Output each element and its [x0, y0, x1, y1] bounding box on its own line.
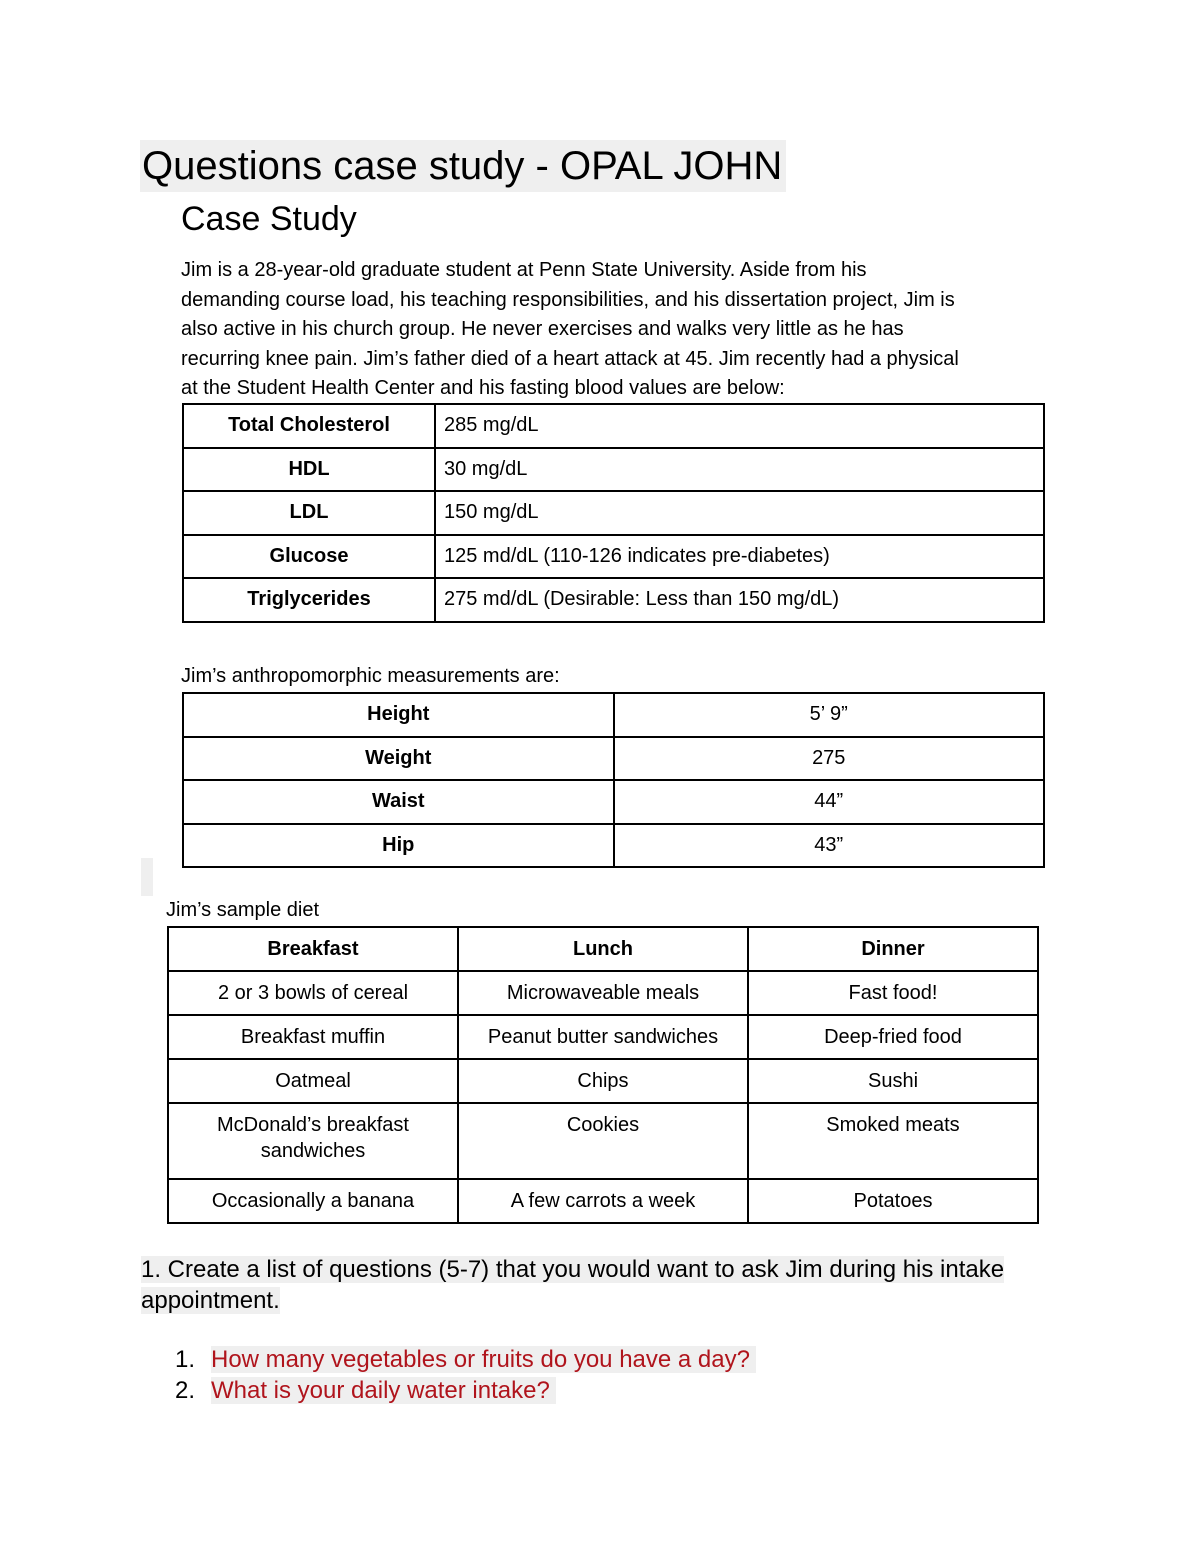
sample-diet-label: Jim’s sample diet: [166, 899, 320, 921]
table-row: [183, 824, 1044, 868]
table-row: [183, 404, 1044, 448]
document-title: Questions case study - OPAL JOHN: [140, 140, 786, 192]
margin-marker: [141, 858, 153, 896]
blood-label-cell: Glucose: [183, 535, 435, 579]
table-row: [168, 1059, 1038, 1103]
question-1: [141, 1254, 1101, 1316]
table-row: [183, 578, 1044, 622]
diet-cell: Breakfast muffin: [168, 1015, 458, 1059]
diet-cell: Fast food!: [748, 971, 1038, 1015]
answer-text: How many vegetables or fruits do you have a day?: [211, 1346, 756, 1373]
answer-list: [175, 1344, 756, 1406]
measurement-value-cell: 43”: [614, 824, 1045, 868]
table-row: [168, 1103, 1038, 1179]
table-row: [183, 448, 1044, 492]
answer-text: What is your daily water intake?: [211, 1377, 556, 1404]
table-row: [168, 1015, 1038, 1059]
blood-value-cell: 275 md/dL (Desirable: Less than 150 mg/dL): [435, 578, 1044, 622]
case-study-intro: [181, 256, 1061, 404]
anthropometrics-label: Jim’s anthropomorphic measurements are:: [181, 665, 560, 687]
intro-line: Jim is a 28-year-old graduate student at Penn State University. Aside from his: [181, 259, 867, 281]
measurement-value-cell: 44”: [614, 780, 1045, 824]
list-item: [175, 1375, 756, 1406]
blood-value-cell: 285 mg/dL: [435, 404, 1044, 448]
intro-line: recurring knee pain. Jim’s father died of a heart attack at 45. Jim recently had a physical: [181, 347, 959, 370]
diet-cell: Smoked meats: [748, 1103, 1038, 1179]
diet-cell: A few carrots a week: [458, 1179, 748, 1223]
blood-value-cell: 125 md/dL (110-126 indicates pre-diabetes): [435, 535, 1044, 579]
table-row: [183, 737, 1044, 781]
answer-number: 1.: [175, 1346, 196, 1373]
sample-diet-table: [167, 926, 1039, 1224]
diet-cell: Sushi: [748, 1059, 1038, 1103]
diet-cell: Potatoes: [748, 1179, 1038, 1223]
column-header-breakfast: Breakfast: [168, 927, 458, 971]
question-1-text: 1. Create a list of questions (5-7) that you would want to ask Jim during his intake appointment.: [141, 1256, 1005, 1314]
blood-label-cell: Triglycerides: [183, 578, 435, 622]
table-row: [168, 971, 1038, 1015]
diet-cell: Microwaveable meals: [458, 971, 748, 1015]
intro-line: demanding course load, his teaching responsibilities, and his dissertation project, Jim is: [181, 288, 955, 311]
table-row: [183, 491, 1044, 535]
diet-cell: Chips: [458, 1059, 748, 1103]
column-header-lunch: Lunch: [458, 927, 748, 971]
measurement-label-cell: Height: [183, 693, 614, 737]
measurement-value-cell: 275: [614, 737, 1045, 781]
diet-cell: McDonald’s breakfast sandwiches: [168, 1103, 458, 1179]
answer-number: 2.: [175, 1377, 196, 1404]
blood-value-cell: 150 mg/dL: [435, 491, 1044, 535]
diet-cell: 2 or 3 bowls of cereal: [168, 971, 458, 1015]
diet-cell: Occasionally a banana: [168, 1179, 458, 1223]
anthropometrics-table: [182, 692, 1045, 868]
intro-line: also active in his church group. He never exercises and walks very little as he has: [181, 318, 904, 340]
blood-values-table: [182, 403, 1045, 623]
table-row: [183, 780, 1044, 824]
table-row: [183, 693, 1044, 737]
column-header-dinner: Dinner: [748, 927, 1038, 971]
case-study-heading: Case Study: [181, 200, 357, 238]
blood-value-cell: 30 mg/dL: [435, 448, 1044, 492]
diet-cell: Peanut butter sandwiches: [458, 1015, 748, 1059]
table-header-row: [168, 927, 1038, 971]
table-row: [168, 1179, 1038, 1223]
measurement-label-cell: Waist: [183, 780, 614, 824]
list-item: [175, 1344, 756, 1375]
blood-label-cell: LDL: [183, 491, 435, 535]
diet-cell: Cookies: [458, 1103, 748, 1179]
table-row: [183, 535, 1044, 579]
intro-line: at the Student Health Center and his fasting blood values are below:: [181, 377, 785, 399]
measurement-label-cell: Hip: [183, 824, 614, 868]
diet-cell: Oatmeal: [168, 1059, 458, 1103]
measurement-value-cell: 5’ 9”: [614, 693, 1045, 737]
blood-label-cell: HDL: [183, 448, 435, 492]
measurement-label-cell: Weight: [183, 737, 614, 781]
diet-cell: Deep-fried food: [748, 1015, 1038, 1059]
blood-label-cell: Total Cholesterol: [183, 404, 435, 448]
